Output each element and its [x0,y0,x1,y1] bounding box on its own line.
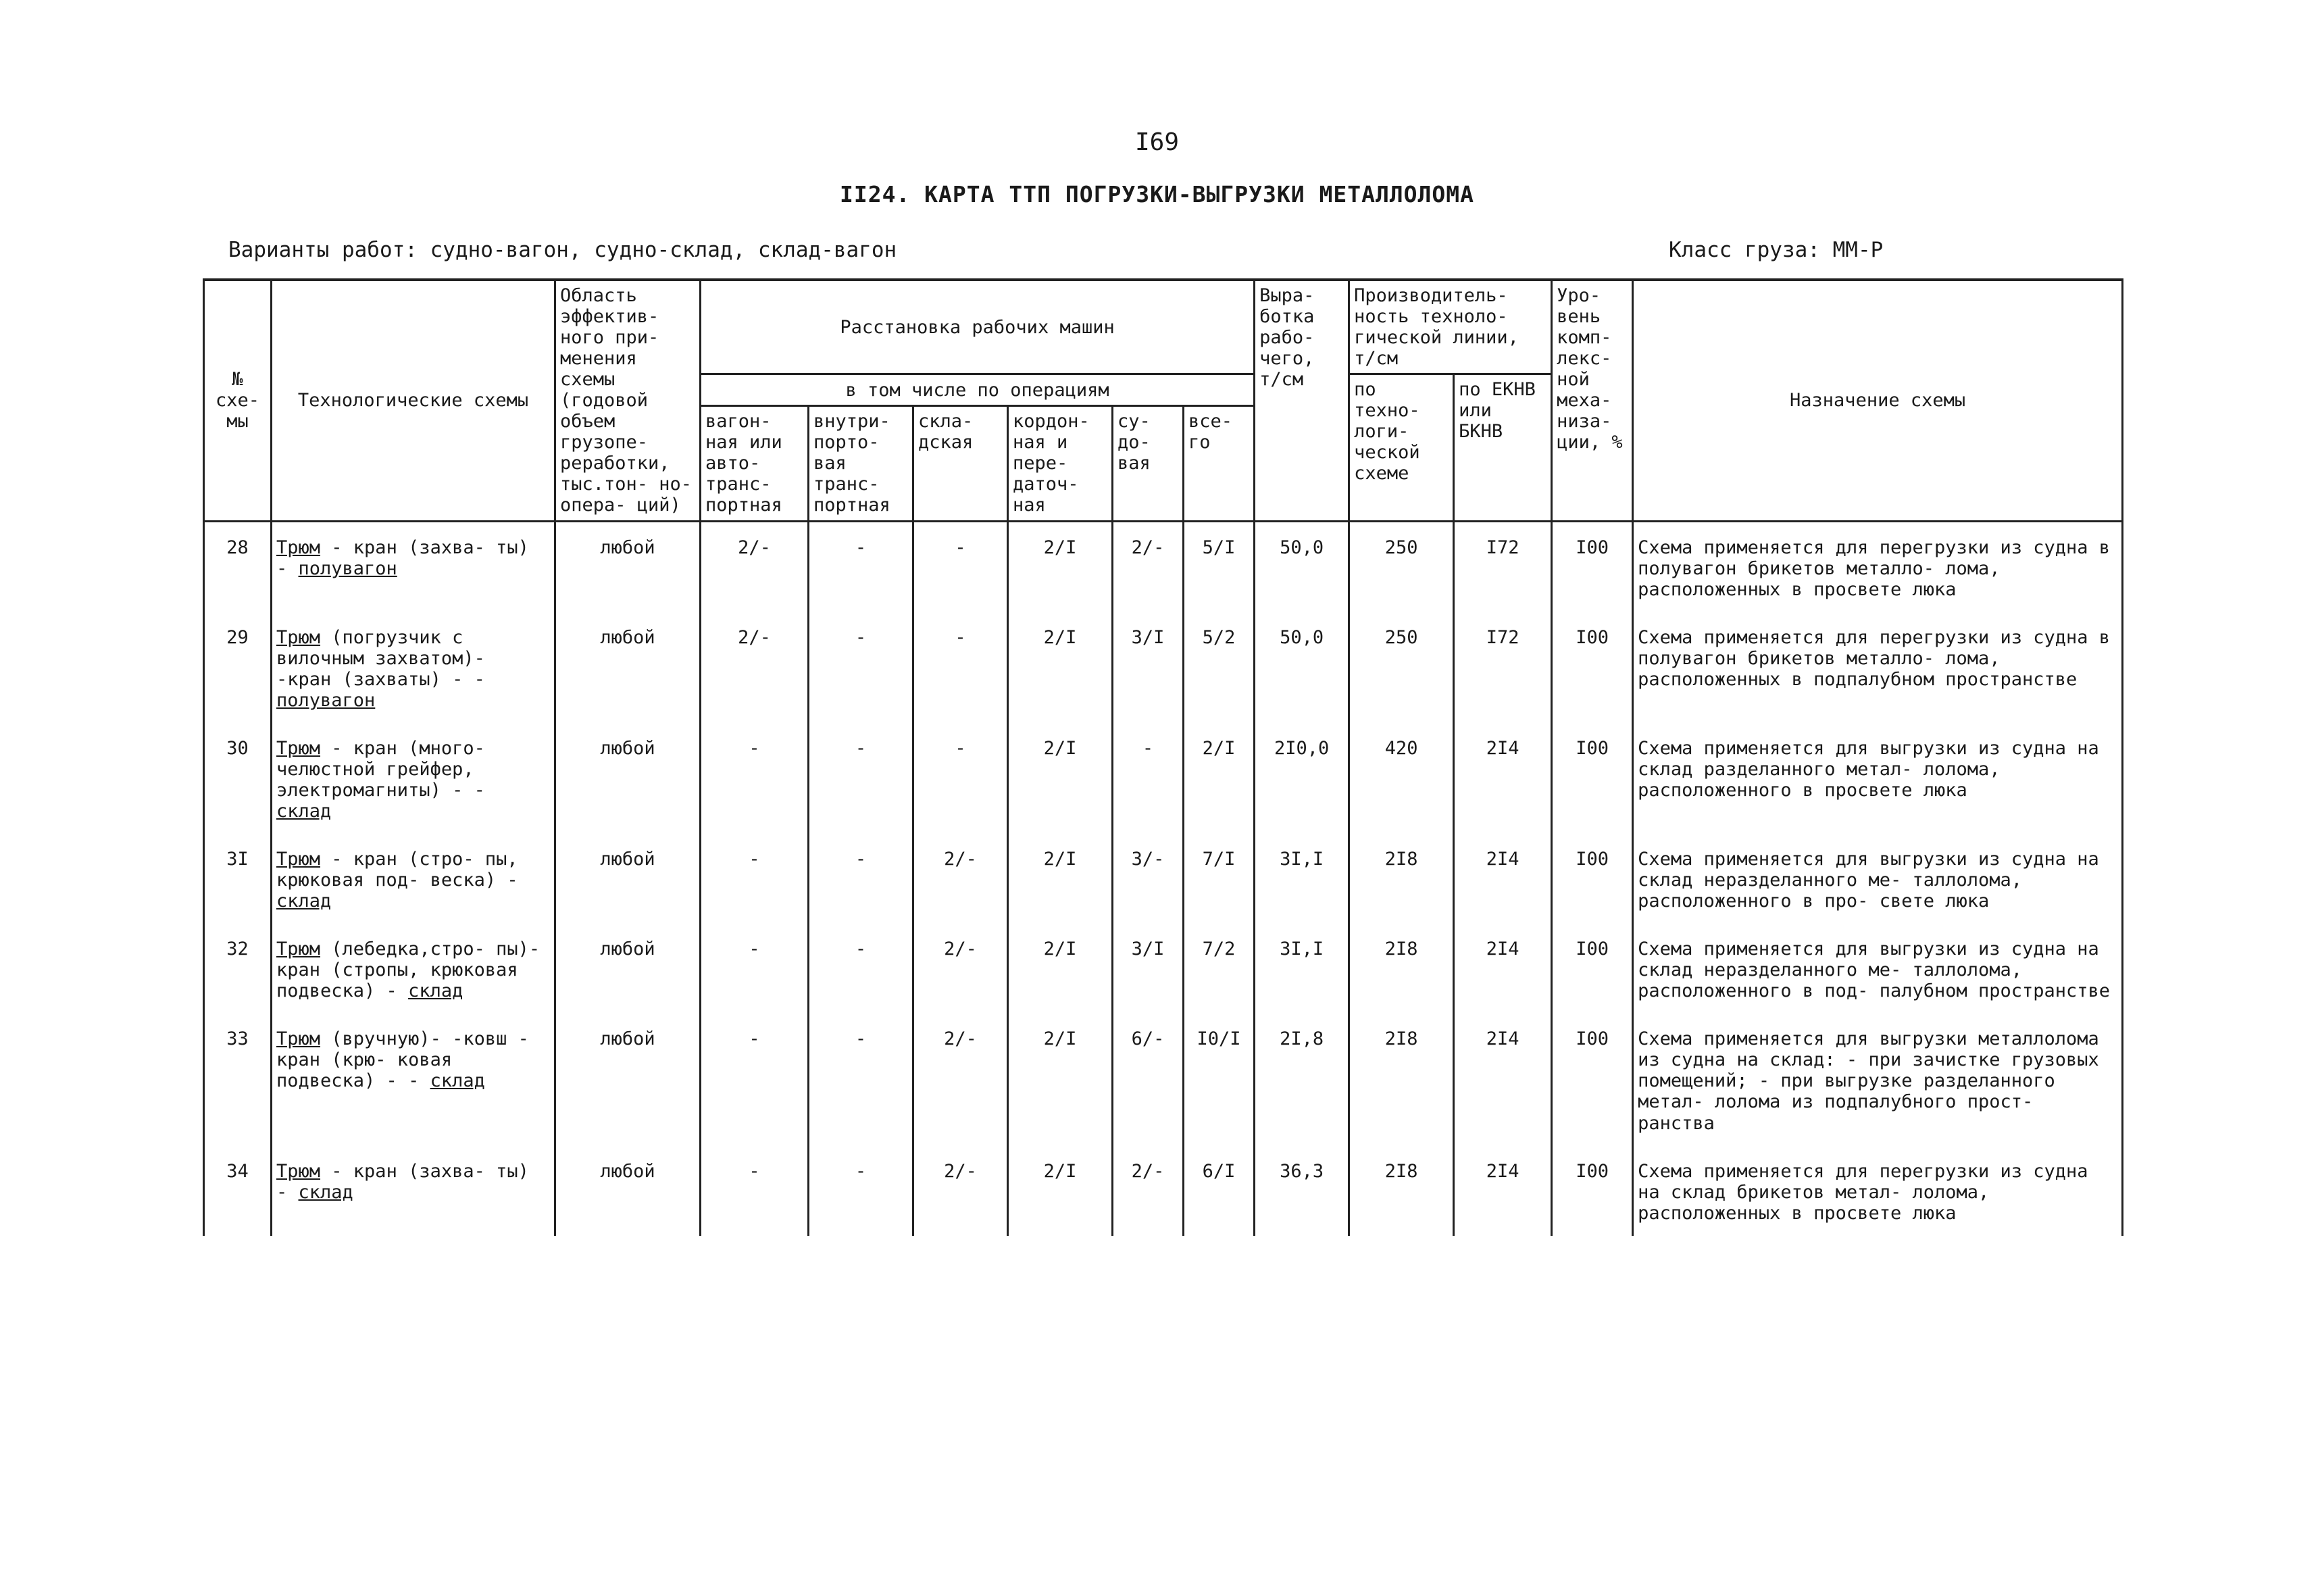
scheme-origin: Трюм [276,1160,321,1182]
row-purpose: Схема применяется для выгрузки из судна на склад неразделанного ме- таллолома, расположенного в под- палубном пространстве [1633,924,2123,1014]
row-cordon: 2/I [1008,924,1113,1014]
row-by-ekhnv: 2I4 [1454,1014,1552,1145]
row-output: 2I,8 [1255,1014,1349,1145]
scheme-middle: - кран (захва- ты) - [276,1160,529,1203]
row-total: 5/2 [1184,612,1255,723]
row-num: 28 [204,521,272,612]
header-area: Область эффектив- ного при- менения схемы (годовой объем грузопе- реработки, тыс.тон- но-опера- ций) [555,280,701,521]
row-warehouse: - [913,612,1008,723]
row-inport: - [809,834,913,924]
row-mechanization: I00 [1552,521,1633,612]
scheme-middle: - кран (много- челюстной грейфер, электромагниты) - - [276,737,485,801]
row-wagon: - [701,1014,809,1145]
row-ship: 3/I [1113,612,1184,723]
scheme-middle: (лебедка,стро- пы)-кран (стропы, крюковая подвеска) - [276,939,540,1002]
scheme-origin: Трюм [276,1028,321,1050]
ttp-table [203,278,2123,1236]
row-area: любой [555,924,701,1014]
table-row [204,612,2123,723]
row-by-ekhnv: 2I4 [1454,1146,1552,1236]
row-inport: - [809,521,913,612]
row-by-ekhnv: I72 [1454,612,1552,723]
row-by-scheme: 420 [1349,723,1454,834]
scheme-destination: склад [430,1070,485,1092]
scheme-middle: (погрузчик с вилочным захватом)- -кран (захваты) - - [276,626,485,690]
header-output: Выра- ботка рабо- чего, т/см [1255,280,1349,521]
row-output: 50,0 [1255,521,1349,612]
scheme-origin: Трюм [276,626,321,648]
page-number: I69 [1134,128,1180,156]
row-warehouse: - [913,723,1008,834]
row-ship: 3/- [1113,834,1184,924]
header-scheme: Технологические схемы [272,280,555,521]
row-wagon: - [701,1146,809,1236]
header-by-scheme: по техно- логи- ческой схеме [1349,374,1454,521]
work-variants: Варианты работ: судно-вагон, судно-склад, склад-вагон [228,238,897,262]
row-purpose: Схема применяется для перегрузки из судна в полувагон брикетов металло- лома, расположенных в подпалубном пространстве [1633,612,2123,723]
row-num: 29 [204,612,272,723]
row-by-ekhnv: 2I4 [1454,924,1552,1014]
row-mechanization: I00 [1552,1014,1633,1145]
row-inport: - [809,1014,913,1145]
row-inport: - [809,924,913,1014]
header-ship: су- до- вая [1113,406,1184,521]
header-mechanization: Уро- вень комп- лекс- ной меха- низа- ции, % [1552,280,1633,521]
header-purpose: Назначение схемы [1633,280,2123,521]
header-wagon: вагон- ная или авто- транс- портная [701,406,809,521]
row-output: 36,3 [1255,1146,1349,1236]
row-mechanization: I00 [1552,1146,1633,1236]
row-warehouse: - [913,521,1008,612]
row-scheme [272,924,555,1014]
header-by-ekhnv: по ЕКНВ или БКНВ [1454,374,1552,521]
row-area: любой [555,1146,701,1236]
scheme-origin: Трюм [276,939,321,960]
row-scheme [272,1146,555,1236]
scheme-origin: Трюм [276,849,321,870]
scheme-middle: (вручную)- -ковш - кран (крю- ковая подвеска) - - [276,1028,529,1092]
row-output: 50,0 [1255,612,1349,723]
row-inport: - [809,723,913,834]
row-mechanization: I00 [1552,612,1633,723]
row-by-scheme: 2I8 [1349,924,1454,1014]
table-row [204,1146,2123,1236]
row-warehouse: 2/- [913,1146,1008,1236]
row-by-scheme: 2I8 [1349,1146,1454,1236]
row-scheme [272,1014,555,1145]
row-by-ekhnv: 2I4 [1454,723,1552,834]
row-purpose: Схема применяется для выгрузки металлолома из судна на склад: - при зачистке грузовых помещений; - при выгрузке разделанного метал- лолома из подпалубного прост- ранства [1633,1014,2123,1145]
row-total: I0/I [1184,1014,1255,1145]
row-by-scheme: 2I8 [1349,1014,1454,1145]
row-warehouse: 2/- [913,924,1008,1014]
header-cordon: кордон- ная и пере- даточ- ная [1008,406,1113,521]
row-purpose: Схема применяется для перегрузки из судна в полувагон брикетов металло- лома, расположенных в просвете люка [1633,521,2123,612]
row-mechanization: I00 [1552,834,1633,924]
row-cordon: 2/I [1008,1014,1113,1145]
row-cordon: 2/I [1008,521,1113,612]
row-scheme [272,612,555,723]
row-total: 7/I [1184,834,1255,924]
scheme-origin: Трюм [276,537,321,558]
table-row [204,1014,2123,1145]
scheme-destination: склад [408,980,463,1002]
table-row [204,521,2123,612]
row-wagon: - [701,723,809,834]
row-purpose: Схема применяется для выгрузки из судна на склад разделанного метал- лолома, расположенного в просвете люка [1633,723,2123,834]
scheme-destination: склад [276,891,332,912]
row-num: 30 [204,723,272,834]
row-cordon: 2/I [1008,1146,1113,1236]
scheme-destination: полувагон [276,689,376,711]
row-scheme [272,521,555,612]
row-total: 5/I [1184,521,1255,612]
row-num: 33 [204,1014,272,1145]
row-inport: - [809,612,913,723]
row-num: 3I [204,834,272,924]
row-cordon: 2/I [1008,612,1113,723]
row-warehouse: 2/- [913,834,1008,924]
scheme-destination: полувагон [298,557,397,579]
cargo-class: Класс груза: ММ-Р [1669,238,1884,262]
row-ship: - [1113,723,1184,834]
row-total: 2/I [1184,723,1255,834]
row-wagon: 2/- [701,521,809,612]
row-by-scheme: 250 [1349,612,1454,723]
header-num: № схе- мы [204,280,272,521]
row-output: 3I,I [1255,834,1349,924]
row-ship: 6/- [1113,1014,1184,1145]
row-area: любой [555,1014,701,1145]
row-area: любой [555,723,701,834]
header-by-operation: в том числе по операциям [701,374,1255,406]
row-by-ekhnv: I72 [1454,521,1552,612]
scheme-origin: Трюм [276,737,321,759]
row-area: любой [555,612,701,723]
row-wagon: 2/- [701,612,809,723]
row-output: 2I0,0 [1255,723,1349,834]
row-warehouse: 2/- [913,1014,1008,1145]
header-total: все- го [1184,406,1255,521]
row-ship: 2/- [1113,1146,1184,1236]
row-mechanization: I00 [1552,723,1633,834]
row-wagon: - [701,924,809,1014]
row-area: любой [555,834,701,924]
row-area: любой [555,521,701,612]
document-title: II24. КАРТА ТТП ПОГРУЗКИ-ВЫГРУЗКИ МЕТАЛЛОЛОМА [839,181,1475,207]
table-row [204,834,2123,924]
scheme-middle: - кран (стро- пы, крюковая под- веска) - [276,849,518,891]
scheme-middle: - кран (захва- ты) - [276,537,529,579]
row-mechanization: I00 [1552,924,1633,1014]
row-purpose: Схема применяется для перегрузки из судна на склад брикетов метал- лолома, расположенных в просвете люка [1633,1146,2123,1236]
header-productivity: Производитель- ность техноло- гической линии, т/см [1349,280,1552,374]
row-scheme [272,723,555,834]
row-total: 7/2 [1184,924,1255,1014]
row-num: 32 [204,924,272,1014]
row-purpose: Схема применяется для выгрузки из судна на склад неразделанного ме- таллолома, расположенного в про- свете люка [1633,834,2123,924]
table-row [204,723,2123,834]
row-cordon: 2/I [1008,723,1113,834]
header-inport: внутри- порто- вая транс- портная [809,406,913,521]
row-output: 3I,I [1255,924,1349,1014]
scheme-destination: склад [298,1181,353,1203]
row-ship: 3/I [1113,924,1184,1014]
row-total: 6/I [1184,1146,1255,1236]
row-num: 34 [204,1146,272,1236]
row-cordon: 2/I [1008,834,1113,924]
row-wagon: - [701,834,809,924]
row-by-scheme: 2I8 [1349,834,1454,924]
header-placement: Расстановка рабочих машин [701,280,1255,374]
row-scheme [272,834,555,924]
header-warehouse: скла- дская [913,406,1008,521]
row-by-scheme: 250 [1349,521,1454,612]
row-ship: 2/- [1113,521,1184,612]
row-inport: - [809,1146,913,1236]
scheme-destination: склад [276,800,332,822]
row-by-ekhnv: 2I4 [1454,834,1552,924]
table-row [204,924,2123,1014]
